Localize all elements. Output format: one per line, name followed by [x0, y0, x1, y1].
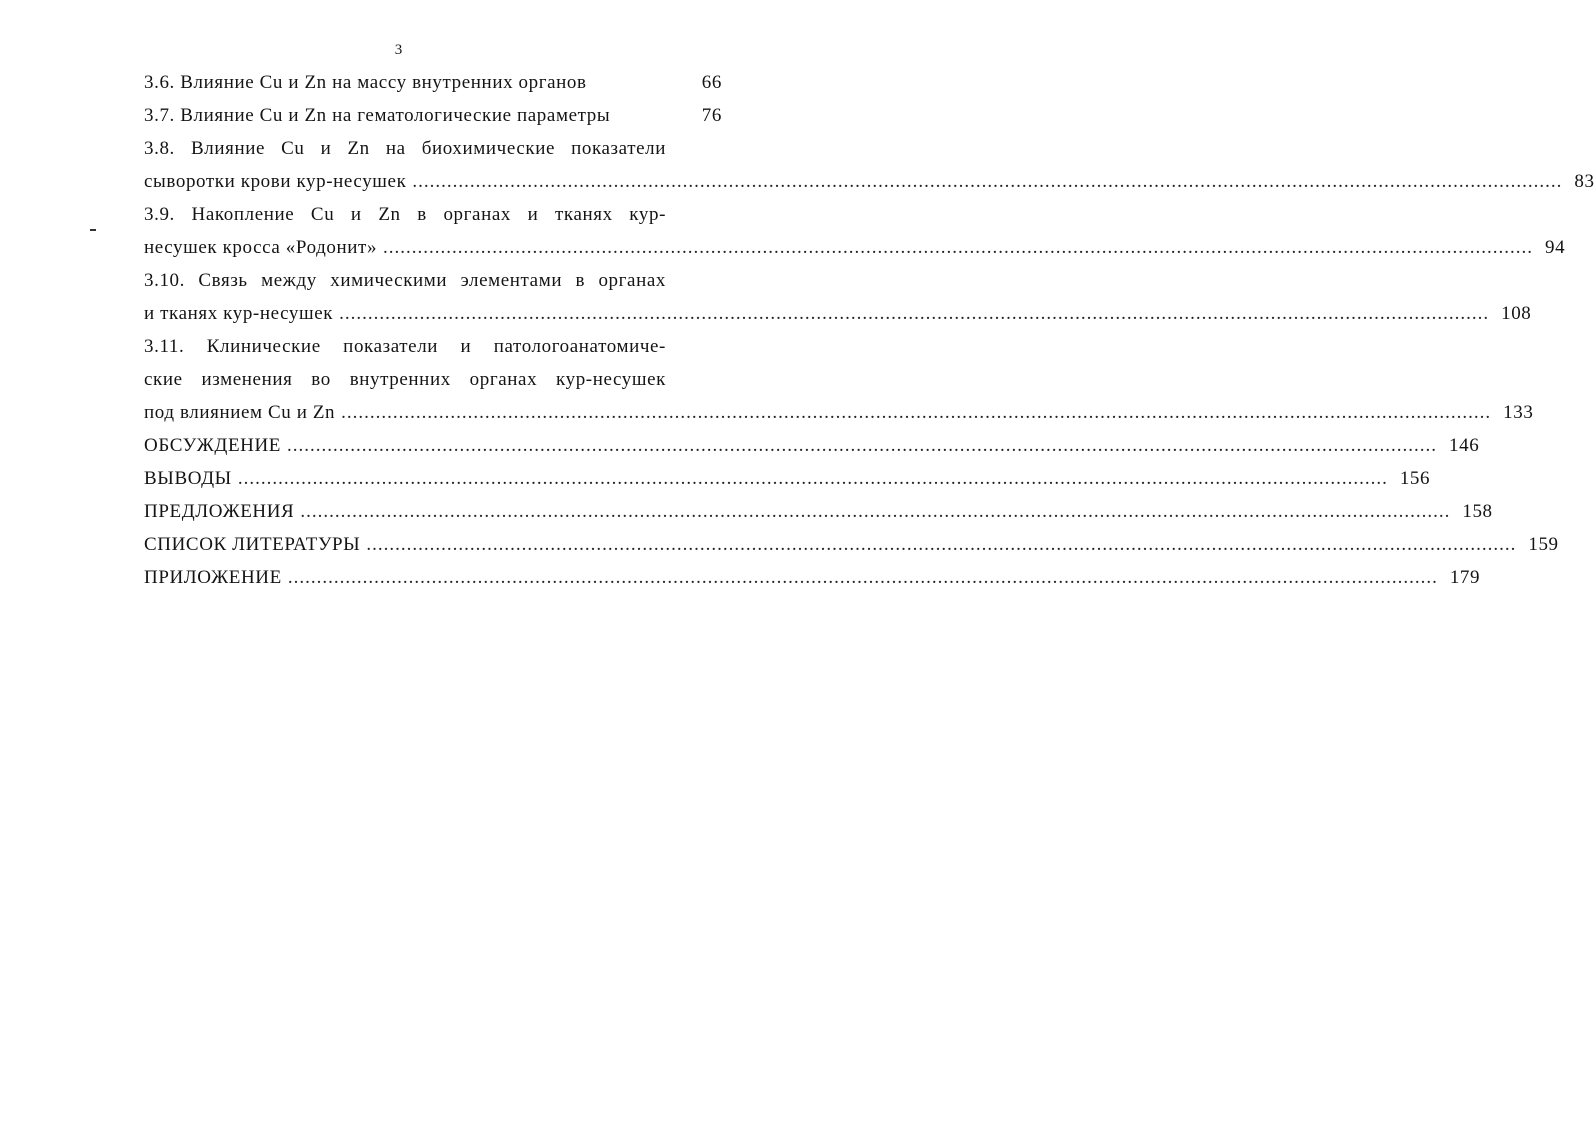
toc-entry-row	[144, 297, 1532, 330]
toc-leader-dots: ........................................................................................................................................................................................................	[339, 303, 1490, 324]
toc-entry-row	[144, 495, 1493, 528]
toc-page-number: 179	[1449, 567, 1481, 588]
toc-page-number: 94	[1545, 237, 1566, 258]
toc-entry-title: несушек кросса «Родонит»	[144, 237, 378, 258]
toc-entry	[144, 66, 722, 99]
toc-entry-line: 3.11. Клинические показатели и патологоанатомиче-	[144, 336, 666, 357]
toc-entry	[144, 462, 1431, 495]
toc-page-number: 146	[1449, 435, 1480, 456]
toc-entry	[144, 330, 1534, 429]
toc-entry	[144, 132, 1595, 198]
toc-page-number: 108	[1501, 303, 1532, 324]
toc-entry-row	[144, 462, 1431, 495]
page-number: 3	[394, 42, 403, 58]
toc-leader-dots: ........................................................................................................................................................................................................	[237, 468, 1388, 489]
toc-leader-dots: ........................................................................................................................................................................................................	[341, 402, 1492, 423]
toc-entry-row	[144, 429, 1480, 462]
toc-entry-title: СПИСОК ЛИТЕРАТУРЫ	[144, 534, 361, 555]
toc-leader-dots: ........................................................................................................................................................................................................	[383, 237, 1534, 258]
toc-entry-row	[144, 165, 1595, 198]
toc-entry-title: 3.7. Влияние Cu и Zn на гематологические параметры	[144, 105, 611, 126]
toc-entry-title: и тканях кур-несушек	[144, 303, 334, 324]
toc-entry-title: ПРЕДЛОЖЕНИЯ	[144, 501, 295, 522]
toc-entry-row	[144, 231, 1566, 264]
toc-entry-row	[144, 561, 1481, 594]
toc-entry-row	[144, 66, 722, 99]
toc-entry-line: 3.8. Влияние Cu и Zn на биохимические показатели	[144, 138, 666, 159]
toc-page-number: 76	[701, 105, 722, 126]
toc-entry-line: ские изменения во внутренних органах кур-несушек	[144, 369, 666, 390]
toc-entry	[144, 264, 1532, 330]
toc-entry	[144, 99, 722, 132]
toc-page-number: 158	[1462, 501, 1493, 522]
toc-leader-dots: ........................................................................................................................................................................................................	[412, 171, 1563, 192]
toc-leader-dots: ........................................................................................................................................................................................................	[287, 435, 1438, 456]
toc-entry	[144, 429, 1480, 462]
toc-page-number: 133	[1503, 402, 1534, 423]
toc-entry-line: 3.9. Накопление Cu и Zn в органах и тканях кур-	[144, 204, 666, 225]
toc-entry-title: под влиянием Cu и Zn	[144, 402, 336, 423]
toc-entry	[144, 528, 1559, 561]
toc-leader-dots: ........................................................................................................................................................................................................	[366, 534, 1517, 555]
toc-entry-row	[144, 99, 722, 132]
toc-entry-title: ВЫВОДЫ	[144, 468, 232, 489]
toc-leader-dots: ........................................................................................................................................................................................................	[300, 501, 1451, 522]
toc-page-number: 66	[701, 72, 722, 93]
toc-entry-row	[144, 396, 1534, 429]
toc-entry-title: сыворотки крови кур-несушек	[144, 171, 407, 192]
toc-page-number: 83	[1574, 171, 1595, 192]
toc-entry	[144, 495, 1493, 528]
margin-mark	[90, 229, 96, 231]
toc-entry-row	[144, 528, 1559, 561]
toc-entry	[144, 561, 1481, 594]
toc-page-number: 156	[1399, 468, 1431, 489]
toc-entry-title: 3.6. Влияние Cu и Zn на массу внутренних органов	[144, 72, 587, 93]
toc-leader-dots: ........................................................................................................................................................................................................	[287, 567, 1438, 588]
toc-entry-line: 3.10. Связь между химическими элементами в органах	[144, 270, 666, 291]
toc-entry-title: ПРИЛОЖЕНИЕ	[144, 567, 282, 588]
toc-page-number: 159	[1528, 534, 1559, 555]
toc-entry-title: ОБСУЖДЕНИЕ	[144, 435, 282, 456]
table-of-contents	[144, 66, 1595, 594]
toc-entry	[144, 198, 1566, 264]
